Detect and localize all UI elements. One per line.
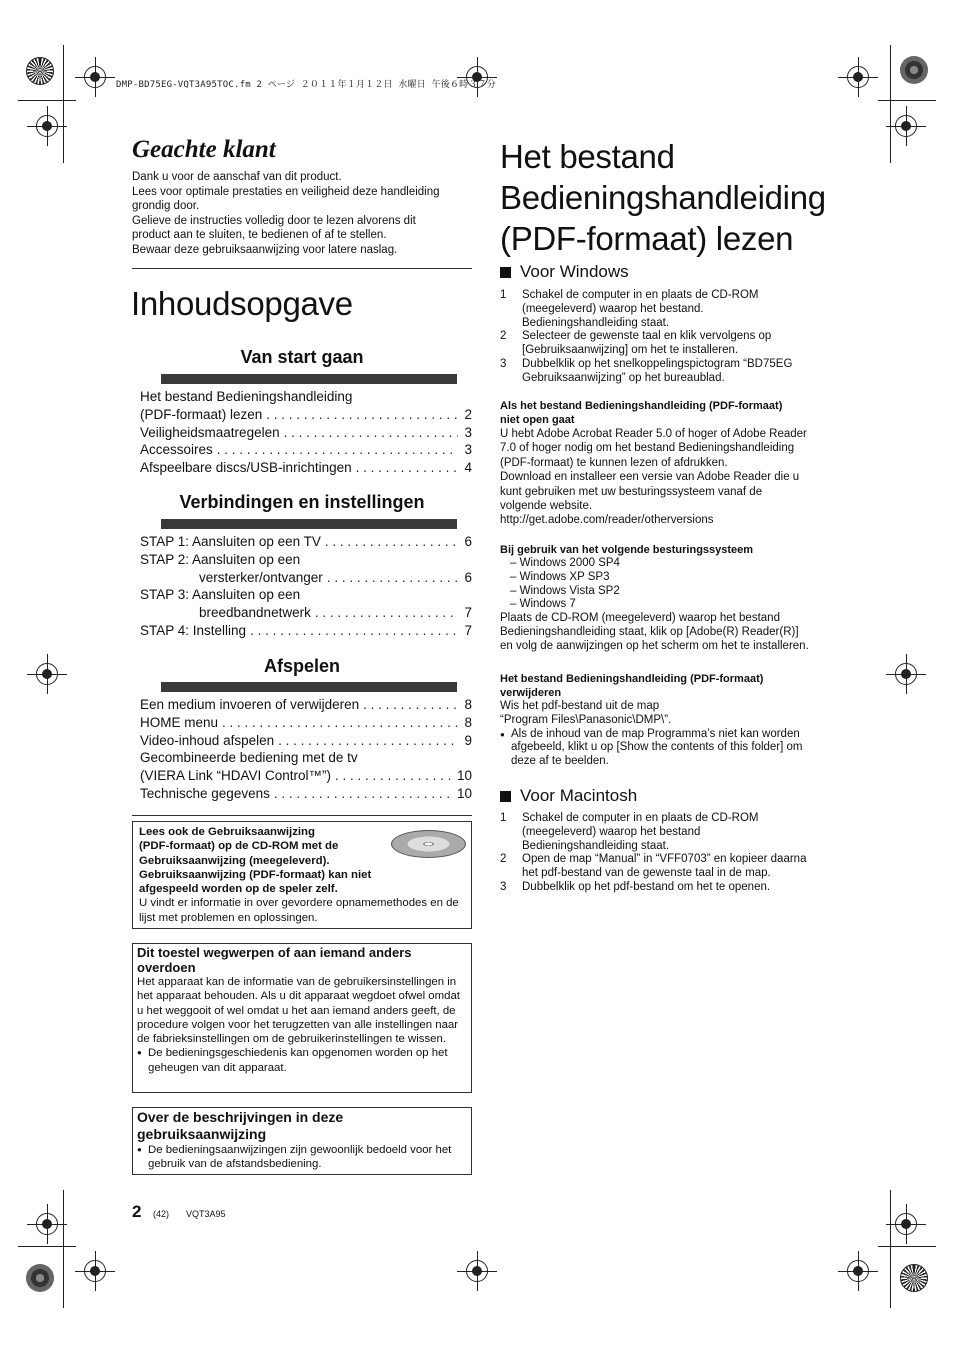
step-item: 3 Dubbelklik op het snelkoppelingspictogram “BD75EG Gebruiksaanwijzing” op het bureaublad. xyxy=(500,357,793,384)
toc-list-connections xyxy=(140,534,472,641)
toc-row: Technische gegevens . . . 10 xyxy=(140,786,472,804)
toc-title: Inhoudsopgave xyxy=(131,285,353,322)
toc-row: Veiligheidsmaatregelen . . . 3 xyxy=(140,425,472,443)
divider xyxy=(132,815,472,816)
para-line: “Program Files\Panasonic\DMP\”. xyxy=(500,713,672,726)
toc-row: (PDF-formaat) lezen . . . 2 xyxy=(140,407,472,425)
title-line: Bedieningshandleiding xyxy=(500,179,826,216)
toc-row: STAP 3: Aansluiten op een xyxy=(140,587,301,603)
toc-list-start xyxy=(140,389,472,478)
description-note-box xyxy=(132,1107,472,1175)
adobe-link[interactable]: http://get.adobe.com/reader/otherversions xyxy=(500,514,714,527)
windows-steps xyxy=(500,289,845,386)
toc-row: Het bestand Bedieningshandleiding xyxy=(140,389,353,404)
title-line: (PDF-formaat) lezen xyxy=(500,220,794,257)
greeting-line: Dank u voor de aanschaf van dit product. xyxy=(132,171,342,183)
toc-list-playback xyxy=(140,697,472,804)
para-line: Wis het pdf-bestand uit de map xyxy=(500,700,660,712)
toc-row: STAP 1: Aansluiten op een TV . . . 6 xyxy=(140,534,472,552)
box-bold-line: afgespeeld worden op de speler zelf. xyxy=(139,883,338,896)
mac-heading xyxy=(500,786,637,806)
box-text: Het apparaat kan de informatie van de gebruikersinstellingen in het apparaat behouden. Als u dit apparaat wegdoet ofwel omdat u het weggooit of wel omdat u het aan iemand anders geeft, de procedure volgen voor het terugzetten van alle instellingen naar de fabrieksinstellingen om de gebruikerinstellingen te wissen. xyxy=(137,976,460,1046)
para-line: kunt gebruiken met uw besturingssysteem vanaf de xyxy=(500,485,763,498)
toc-section-heading: Van start gaan xyxy=(240,347,364,367)
toc-section-heading: Verbindingen en instellingen xyxy=(179,492,425,512)
section-bar xyxy=(161,519,457,529)
box-bold-line: Lees ook de Gebruiksaanwijzing xyxy=(139,826,315,838)
para-line: (PDF-formaat) te kunnen lezen of afdrukken. xyxy=(500,456,728,469)
box-bold-line: Gebruiksaanwijzing (meegeleverd). xyxy=(139,854,330,867)
greeting-line: Bewaar deze gebruiksaanwijzing voor latere naslag. xyxy=(132,243,398,256)
cd-disc-icon xyxy=(391,830,466,858)
title-line: Het bestand xyxy=(500,138,675,175)
os-item: – Windows 2000 SP4 xyxy=(510,557,620,569)
mac-steps xyxy=(500,812,845,895)
toc-row: Video-inhoud afspelen . . . 9 xyxy=(140,733,472,751)
step-item: 2 Selecteer de gewenste taal en klik vervolgens op [Gebruiksaanwijzing] om het te installeren. xyxy=(500,330,772,357)
toc-row: Afspeelbare discs/USB-inrichtingen . . . 4 xyxy=(140,460,472,478)
remove-section xyxy=(500,672,845,769)
para-line: volgende website. xyxy=(500,500,593,513)
sub-title: verwijderen xyxy=(500,687,562,699)
heading-text: Voor Windows xyxy=(520,262,629,281)
step-item: 1 Schakel de computer in en plaats de CD-ROM (meegeleverd) waarop het bestand. Bedieningshandleiding staat. xyxy=(500,289,759,329)
greeting-line: Lees voor optimale prestaties en veiligheid deze handleiding xyxy=(132,185,440,198)
greeting-title: Geachte klant xyxy=(132,136,276,163)
section-bar xyxy=(161,374,457,384)
divider xyxy=(132,268,472,269)
box-bullet: ● De bedieningsgeschiedenis kan opgenomen worden op het geheugen van dit apparaat. xyxy=(137,1046,467,1075)
section-bar xyxy=(161,682,457,692)
windows-heading xyxy=(500,262,629,282)
box-title: Dit toestel wegwerpen of aan iemand anders overdoen xyxy=(137,945,412,975)
greeting-line: Gelieve de instructies volledig door te lezen alvorens dit xyxy=(132,214,416,227)
dispose-note-box xyxy=(132,943,472,1093)
toc-row: breedbandnetwerk . . . 7 xyxy=(140,605,472,623)
greeting-body xyxy=(132,170,477,257)
step-item: 2 Open de map “Manual” in “VFF0703” en kopieer daarna het pdf-bestand van de gewenste taal in de map. xyxy=(500,853,807,880)
os-section xyxy=(500,543,845,654)
os-item: – Windows 7 xyxy=(510,598,576,611)
box-bold-line: (PDF-formaat) op de CD-ROM met de xyxy=(139,840,339,853)
box-bold-line: Gebruiksaanwijzing (PDF-formaat) kan niet xyxy=(139,868,372,881)
toc-row: Gecombineerde bediening met de tv xyxy=(140,750,358,766)
toc-row: (VIERA Link “HDAVI Control™”) . . . 10 xyxy=(140,768,472,786)
toc-section-heading: Afspelen xyxy=(263,656,341,676)
sub-title: Het bestand Bedieningshandleiding (PDF-formaat) xyxy=(500,673,764,685)
bullet-item: ● Als de inhoud van de map Programma’s niet kan worden afgebeeld, klikt u op [Show the contents of this folder] om deze af te beelden. xyxy=(500,728,845,769)
sub-title: Als het bestand Bedieningshandleiding (PDF-formaat) xyxy=(500,400,783,412)
box-text: U vindt er informatie in over gevordere opnamemethodes en de lijst met problemen en oplossingen. xyxy=(139,897,459,924)
heading-text: Voor Macintosh xyxy=(520,786,638,805)
toc-row: versterker/ontvanger . . . 6 xyxy=(140,570,472,588)
toc-row: HOME menu . . . 8 xyxy=(140,715,472,733)
not-open-section xyxy=(500,399,845,528)
page-number: 2 xyxy=(132,1202,142,1221)
toc-row: STAP 4: Instelling . . . 7 xyxy=(140,623,472,641)
para-line: Plaats de CD-ROM (meegeleverd) waarop het bestand xyxy=(500,612,780,625)
file-header: DMP-BD75EG-VQT3A95TOC.fm 2 ページ ２０１１年１月１２日 水曜日 午後６時３７分 xyxy=(116,80,496,90)
os-item: – Windows XP SP3 xyxy=(510,570,610,583)
greeting-line: product aan te sluiten, te bedienen of af te stellen. xyxy=(132,229,387,241)
para-line: en volg de aanwijzingen op het scherm om het te installeren. xyxy=(500,639,809,652)
toc-row: STAP 2: Aansluiten op een xyxy=(140,551,301,567)
box-title: Over de beschrijvingen in deze gebruiksaanwijzing xyxy=(137,1109,344,1142)
para-line: 7.0 of hoger nodig om het bestand Bedieningshandleiding xyxy=(500,442,795,455)
os-item: – Windows Vista SP2 xyxy=(510,584,620,597)
pdf-section-title xyxy=(500,136,826,259)
square-bullet-icon xyxy=(500,267,511,278)
step-item: 3 Dubbelklik op het pdf-bestand om het te openen. xyxy=(500,880,771,893)
page-ref: (42) xyxy=(153,1209,170,1219)
square-bullet-icon xyxy=(500,791,511,802)
toc-row: Een medium invoeren of verwijderen . . . 8 xyxy=(140,697,472,715)
toc-row: Accessoires . . . 3 xyxy=(140,442,472,460)
greeting-line: grondig door. xyxy=(132,200,200,212)
sub-title: Bij gebruik van het volgende besturingssysteem xyxy=(500,544,754,556)
doc-code: VQT3A95 xyxy=(186,1209,226,1219)
step-item: 1 Schakel de computer in en plaats de CD-ROM (meegeleverd) waarop het bestand Bedieningshandleiding staat. xyxy=(500,812,759,852)
sub-title: niet open gaat xyxy=(500,414,575,426)
para-line: U hebt Adobe Acrobat Reader 5.0 of hoger of Adobe Reader xyxy=(500,428,807,440)
para-line: Bedieningshandleiding staat, klik op [Adobe(R) Reader(R)] xyxy=(500,625,799,638)
para-line: Download en installeer een versie van Adobe Reader die u xyxy=(500,471,800,484)
box-bullet: ● De bedieningsaanwijzingen zijn gewoonlijk bedoeld voor het gebruik van de afstandsbediening. xyxy=(137,1143,467,1172)
